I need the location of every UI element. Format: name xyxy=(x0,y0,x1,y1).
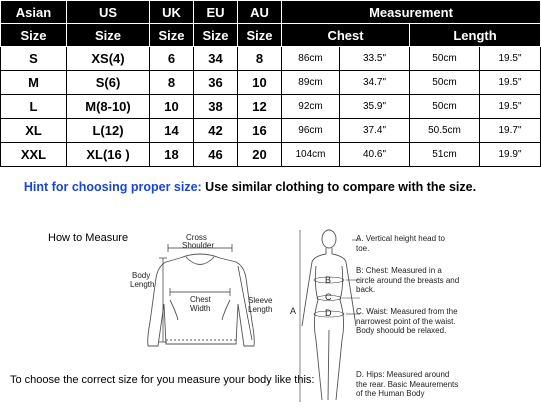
header-au-size: Size xyxy=(238,24,282,47)
body-length-label-1: Body xyxy=(132,271,151,280)
cell-au: 16 xyxy=(238,119,282,143)
note-waist: C. Waist: Measured from the narrowest point of the waist. Body shoould be relaxed. xyxy=(356,307,458,335)
cross-shoulder-label-2: Shoulder xyxy=(182,241,215,250)
cell-chest-cm: 89cm xyxy=(282,71,340,95)
cell-au: 8 xyxy=(238,47,282,71)
cell-uk: 6 xyxy=(150,47,194,71)
cell-length-in: 19.5" xyxy=(480,47,541,71)
body-label-d: D xyxy=(325,308,332,318)
cell-length-in: 19.5" xyxy=(480,71,541,95)
header-chest: Chest xyxy=(282,24,410,47)
note-chest: B: Chest: Measured in a circle around the breasts and back. xyxy=(356,266,460,294)
header-length: Length xyxy=(410,24,541,47)
cell-uk: 10 xyxy=(150,95,194,119)
measure-guides xyxy=(159,244,252,342)
cell-length-cm: 51cm xyxy=(410,143,480,167)
sleeve-length-label-1: Sleeve xyxy=(248,296,273,305)
chest-width-label-1: Chest xyxy=(190,295,211,304)
cell-uk: 14 xyxy=(150,119,194,143)
cell-asian: S xyxy=(1,47,67,71)
sleeve-length-label-2: Length xyxy=(248,305,273,314)
cell-us: S(6) xyxy=(67,71,150,95)
header-eu: EU xyxy=(194,1,238,24)
cell-length-in: 19.9" xyxy=(480,143,541,167)
cell-asian: M xyxy=(1,71,67,95)
cell-au: 20 xyxy=(238,143,282,167)
header-asian-size: Size xyxy=(1,24,67,47)
cell-length-cm: 50cm xyxy=(410,95,480,119)
body-label-b: B xyxy=(325,275,332,285)
body-length-label-2: Length xyxy=(130,280,155,289)
cell-chest-cm: 96cm xyxy=(282,119,340,143)
choose-size-instruction: To choose the correct size for you measure your body like this: xyxy=(10,374,315,386)
cell-length-cm: 50.5cm xyxy=(410,119,480,143)
cell-uk: 18 xyxy=(150,143,194,167)
header-us-size: Size xyxy=(67,24,150,47)
cell-chest-cm: 86cm xyxy=(282,47,340,71)
cell-asian: L xyxy=(1,95,67,119)
cell-length-cm: 50cm xyxy=(410,71,480,95)
cell-uk: 8 xyxy=(150,71,194,95)
body-label-c: C xyxy=(325,292,332,302)
cell-eu: 46 xyxy=(194,143,238,167)
cross-shoulder-label-1: Cross xyxy=(186,233,207,242)
header-asian: Asian xyxy=(1,1,67,24)
cell-us: XL(16 ) xyxy=(67,143,150,167)
cell-au: 10 xyxy=(238,71,282,95)
header-uk-size: Size xyxy=(150,24,194,47)
cell-chest-in: 40.6" xyxy=(340,143,410,167)
cell-length-in: 19.5" xyxy=(480,95,541,119)
body-label-a: A xyxy=(290,306,297,316)
header-us: US xyxy=(67,1,150,24)
cell-length-in: 19.7" xyxy=(480,119,541,143)
chest-width-label-2: Width xyxy=(190,304,211,313)
cell-asian: XL xyxy=(1,119,67,143)
cell-length-cm: 50cm xyxy=(410,47,480,71)
hint-label: Hint for choosing proper size: xyxy=(23,180,202,194)
cell-chest-in: 33.5" xyxy=(340,47,410,71)
header-eu-size: Size xyxy=(194,24,238,47)
note-vertical-height: A. Vertical height head to toe. xyxy=(356,234,445,253)
cell-au: 12 xyxy=(238,95,282,119)
cell-chest-cm: 92cm xyxy=(282,95,340,119)
cell-asian: XXL xyxy=(1,143,67,167)
cell-chest-in: 35.9" xyxy=(340,95,410,119)
cell-eu: 42 xyxy=(194,119,238,143)
how-to-measure-title: How to Measure xyxy=(48,232,129,244)
hint-text: Use similar clothing to compare with the size. xyxy=(201,180,477,194)
cell-chest-in: 37.4" xyxy=(340,119,410,143)
cell-us: XS(4) xyxy=(67,47,150,71)
cell-eu: 38 xyxy=(194,95,238,119)
header-uk: UK xyxy=(150,1,194,24)
cell-us: L(12) xyxy=(67,119,150,143)
note-hips: D. Hips: Measured around the rear. Basic Meaurements of the Human Body xyxy=(356,370,459,398)
cell-eu: 36 xyxy=(194,71,238,95)
cell-us: M(8-10) xyxy=(67,95,150,119)
cell-eu: 34 xyxy=(194,47,238,71)
header-au: AU xyxy=(238,1,282,24)
cell-chest-in: 34.7" xyxy=(340,71,410,95)
cell-chest-cm: 104cm xyxy=(282,143,340,167)
header-measurement: Measurement xyxy=(282,1,541,24)
